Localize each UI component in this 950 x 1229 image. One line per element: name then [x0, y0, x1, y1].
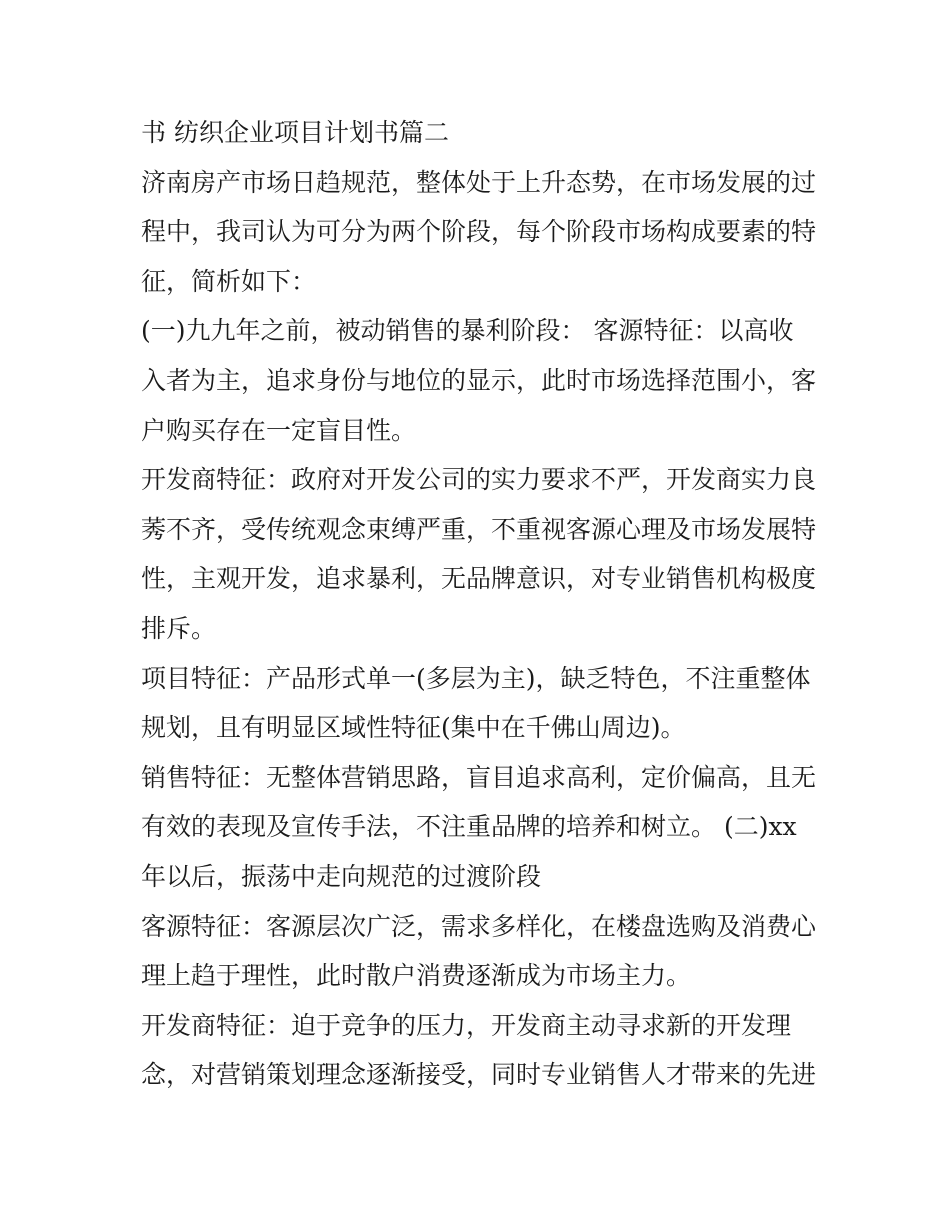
text-line: 理上趋于理性，此时散户消费逐渐成为市场主力。 — [141, 961, 692, 991]
text-line: 开发商特征：政府对开发公司的实力要求不严，开发商实力良 — [141, 465, 817, 495]
text-line: 销售特征：无整体营销思路，盲目追求高利，定价偏高，且无 — [141, 762, 817, 792]
text-line: 程中，我司认为可分为两个阶段，每个阶段市场构成要素的特 — [141, 217, 817, 247]
text-line: 性，主观开发，追求暴利，无品牌意识，对专业销售机构极度 — [141, 564, 817, 594]
text-line: 征，简析如下： — [141, 266, 317, 296]
text-line: 规划，且有明显区域性特征(集中在千佛山周边)。 — [141, 713, 686, 743]
text-line: 户购买存在一定盲目性。 — [141, 415, 417, 445]
text-line: 莠不齐，受传统观念束缚严重，不重视客源心理及市场发展特 — [141, 514, 817, 544]
text-line: 开发商特征：迫于竞争的压力，开发商主动寻求新的开发理 — [141, 1010, 792, 1040]
body-text — [141, 108, 821, 1100]
text-line: 济南房产市场日趋规范，整体处于上升态势，在市场发展的过 — [141, 167, 817, 197]
text-line: 有效的表现及宣传手法，不注重品牌的培养和树立。 (二)xx — [141, 812, 797, 842]
text-line: 年以后，振荡中走向规范的过渡阶段 — [141, 861, 542, 891]
text-line: (一)九九年之前，被动销售的暴利阶段： 客源特征：以高收 — [141, 316, 794, 346]
text-line: 客源特征：客源层次广泛，需求多样化，在楼盘选购及消费心 — [141, 911, 817, 941]
text-line: 排斥。 — [141, 613, 217, 643]
text-line: 入者为主，追求身份与地位的显示，此时市场选择范围小，客 — [141, 365, 817, 395]
text-line: 项目特征：产品形式单一(多层为主)，缺乏特色，不注重整体 — [141, 663, 811, 693]
text-line: 念，对营销策划理念逐渐接受，同时专业销售人才带来的先进 — [141, 1060, 817, 1090]
doc-title-line: 书 纺织企业项目计划书篇二 — [141, 118, 449, 147]
